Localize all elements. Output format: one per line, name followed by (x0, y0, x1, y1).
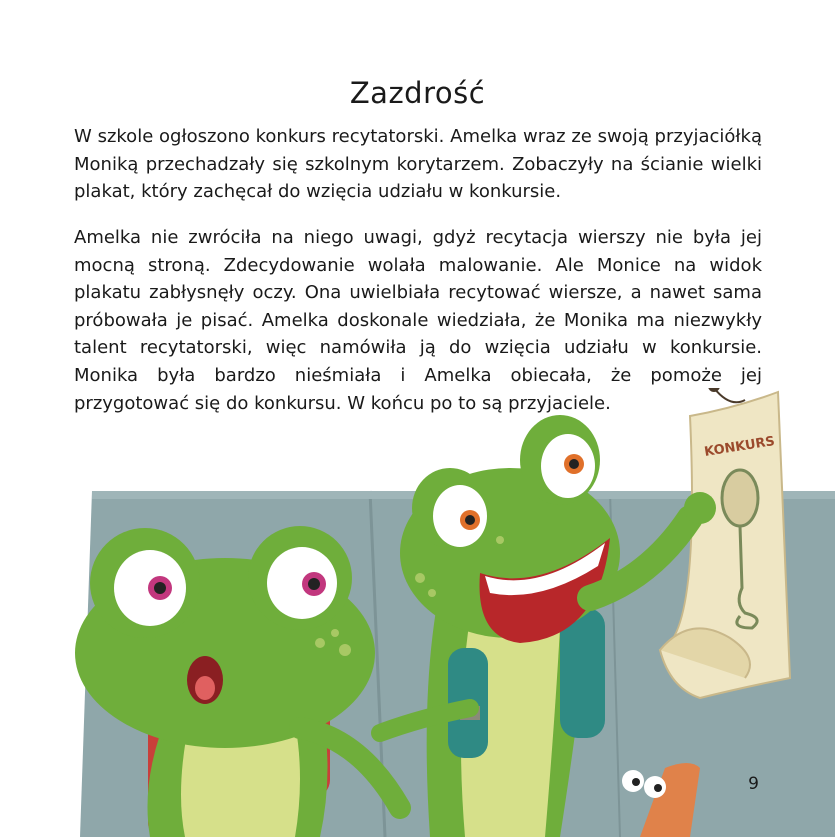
poster-konkurs-label: KONKURS (703, 434, 776, 460)
frogs-illustration (0, 388, 835, 837)
page-title: Zazdrość (349, 76, 486, 110)
paragraph-1: W szkole ogłoszono konkurs recytatorski. Amelka wraz ze swoją przyjaciółką Moniką przechadzały się szkolnym korytarzem. Zobaczyły na ścianie wielki plakat, który zachęcał do wzięcia udziału w konkursie. (74, 126, 762, 203)
page-number: 9 (748, 774, 759, 794)
paragraph-2: Amelka nie zwróciła na niego uwagi, gdyż recytacja wierszy nie była jej mocną stroną. Zdecydowanie wolała malowanie. Ale Monice na widok plakatu zabłysnęły oczy. Ona uwielbiała recytować wiersze, a nawet sama próbowała je pisać. Amelka doskonale wiedziała, że Monika ma niezwykły talent recytatorski, więc namówiła ją do wzięcia udziału w konkursie. Monika była bardzo nieśmiała i Amelka obiecała, że pomoże jej przygotować się do konkursu. W końcu po to są przyjaciele. (74, 227, 762, 414)
